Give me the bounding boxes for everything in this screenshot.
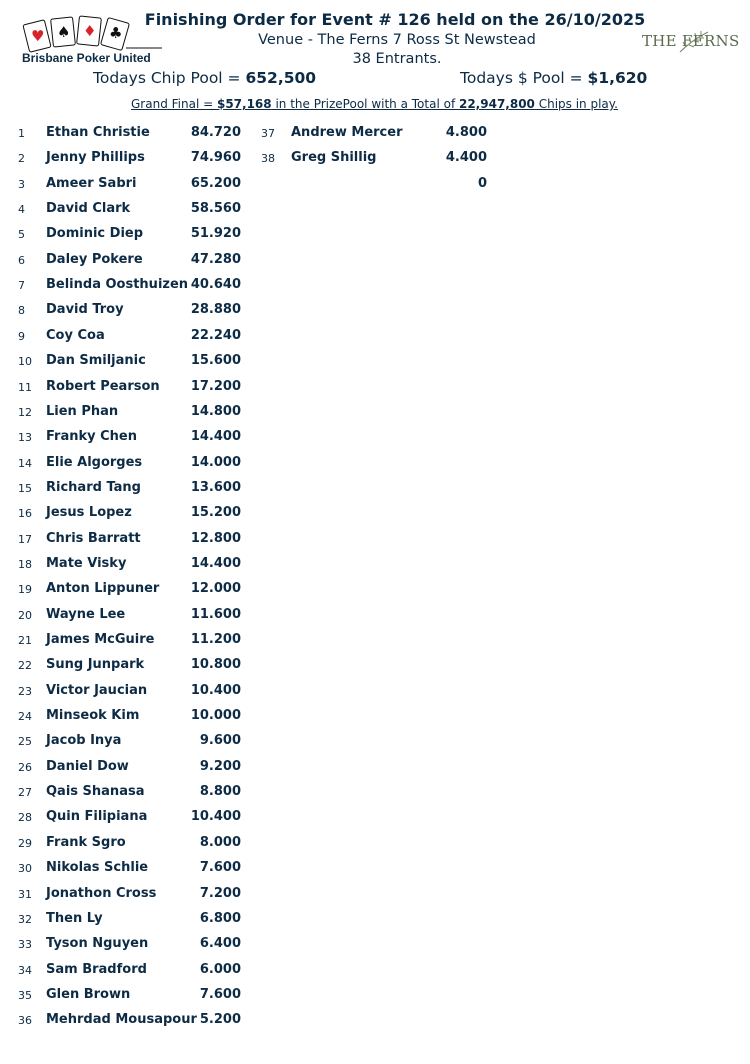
results-column-1 <box>18 125 258 1045</box>
result-row <box>18 581 258 603</box>
player-rank: 3 <box>18 177 25 191</box>
result-row <box>18 683 258 705</box>
player-chips: 0 <box>477 175 487 191</box>
player-rank: 19 <box>18 583 32 597</box>
player-name: Ameer Sabri <box>46 175 137 191</box>
player-chips: 12.000 <box>190 581 241 597</box>
player-rank: 9 <box>18 329 25 343</box>
player-rank: 30 <box>18 862 32 876</box>
svg-text:♠: ♠ <box>57 23 71 41</box>
player-name: Qais Shanasa <box>46 784 145 800</box>
player-name: David Troy <box>46 302 124 318</box>
ferns-logo-text: THE FERNS <box>642 32 740 50</box>
player-rank: 8 <box>18 304 25 318</box>
result-row <box>18 252 258 274</box>
player-rank: 23 <box>18 684 32 698</box>
player-name: Franky Chen <box>46 429 137 445</box>
player-rank: 1 <box>18 127 25 140</box>
player-name: Jenny Phillips <box>46 150 145 166</box>
svg-text:♥: ♥ <box>31 27 45 45</box>
player-name: James McGuire <box>46 632 155 647</box>
result-row <box>18 480 258 502</box>
player-chips: 40.640 <box>190 277 241 293</box>
player-chips: 13.600 <box>190 479 241 495</box>
player-name: Jonathon Cross <box>46 885 157 901</box>
player-name: Then Ly <box>46 910 103 926</box>
player-name: Lien Phan <box>46 403 119 419</box>
entrants-count: 38 Entrants. <box>352 51 442 67</box>
player-rank: 14 <box>18 456 32 470</box>
result-row <box>18 379 258 401</box>
player-rank: 34 <box>18 963 32 977</box>
result-row <box>18 733 258 755</box>
player-chips: 4.800 <box>445 125 487 140</box>
player-chips: 5.200 <box>199 1012 241 1028</box>
player-name: Belinda Oosthuizen <box>46 277 189 293</box>
player-rank: 13 <box>18 431 32 445</box>
grand-final-middle: in the PrizePool with a Total of <box>271 97 459 111</box>
player-rank: 22 <box>18 659 32 673</box>
grand-final-line <box>131 97 618 111</box>
player-chips: 9.600 <box>199 733 241 749</box>
player-chips: 14.400 <box>190 555 241 571</box>
player-name: Andrew Mercer <box>291 125 403 140</box>
logo-text: Brisbane Poker United <box>22 51 151 65</box>
player-name: Jacob Inya <box>46 733 122 749</box>
result-row <box>18 150 258 172</box>
player-chips: 6.800 <box>199 910 241 926</box>
player-rank: 11 <box>18 380 32 394</box>
svg-text:♦: ♦ <box>83 22 97 40</box>
result-row <box>18 556 258 578</box>
grand-final-prize: $57,168 <box>216 97 272 111</box>
chip-pool-label: Todays Chip Pool = <box>93 69 246 87</box>
dollar-pool-label: Todays $ Pool = <box>460 69 588 87</box>
player-rank: 28 <box>18 811 32 825</box>
player-name: Mehrdad Mousapour <box>46 1012 197 1028</box>
player-rank: 33 <box>18 938 32 952</box>
player-chips: 74.960 <box>190 150 241 166</box>
player-chips: 7.200 <box>199 885 241 901</box>
player-name: Glen Brown <box>46 986 131 1002</box>
player-rank: 16 <box>18 507 32 521</box>
grand-final-suffix: Chips in play. <box>534 97 618 111</box>
player-rank: 31 <box>18 887 32 901</box>
player-chips: 8.000 <box>199 834 241 850</box>
result-row <box>18 784 258 806</box>
player-name: Sam Bradford <box>46 961 147 977</box>
player-chips: 8.800 <box>199 784 241 800</box>
result-row <box>18 277 258 299</box>
player-chips: 11.200 <box>190 632 241 647</box>
result-row <box>261 125 501 147</box>
svg-text:♣: ♣ <box>109 24 123 42</box>
player-chips: 9.200 <box>199 758 241 774</box>
dollar-pool <box>460 69 647 87</box>
player-rank: 12 <box>18 405 32 419</box>
result-row <box>18 708 258 730</box>
result-row <box>18 759 258 781</box>
player-chips: 58.560 <box>190 201 241 217</box>
player-rank: 18 <box>18 557 32 571</box>
player-name: Richard Tang <box>46 479 141 495</box>
result-row <box>18 505 258 527</box>
player-rank: 36 <box>18 1014 32 1028</box>
player-chips: 7.600 <box>199 860 241 876</box>
player-name: Daniel Dow <box>46 758 129 774</box>
player-rank: 17 <box>18 532 32 546</box>
result-row <box>18 936 258 958</box>
result-row <box>261 176 501 198</box>
player-name: Jesus Lopez <box>46 505 132 521</box>
player-chips: 14.000 <box>190 454 241 470</box>
player-rank: 20 <box>18 608 32 622</box>
result-row <box>18 987 258 1009</box>
result-row <box>18 962 258 984</box>
player-rank: 24 <box>18 710 32 724</box>
player-name: Anton Lippuner <box>46 581 160 597</box>
player-rank: 10 <box>18 355 32 369</box>
result-row <box>18 911 258 933</box>
result-row <box>18 429 258 451</box>
player-name: Daley Pokere <box>46 251 143 267</box>
player-name: Nikolas Schlie <box>46 860 149 876</box>
player-chips: 47.280 <box>190 251 241 267</box>
player-rank: 15 <box>18 481 32 495</box>
player-chips: 6.400 <box>199 936 241 952</box>
result-row <box>18 835 258 857</box>
result-row <box>18 226 258 248</box>
player-chips: 10.400 <box>190 682 241 698</box>
result-row <box>18 201 258 223</box>
player-name: Dominic Diep <box>46 226 144 242</box>
result-row <box>18 607 258 629</box>
player-name: Mate Visky <box>46 555 127 571</box>
result-row <box>261 150 501 172</box>
result-row <box>18 886 258 908</box>
grand-final-prefix: Grand Final = <box>131 97 217 111</box>
player-rank: 2 <box>18 152 25 166</box>
result-row <box>18 1012 258 1034</box>
player-name: David Clark <box>46 201 131 217</box>
player-name: Elie Algorges <box>46 454 143 470</box>
player-name: Wayne Lee <box>46 606 126 622</box>
player-chips: 10.400 <box>190 809 241 825</box>
player-name: Sung Junpark <box>46 657 145 673</box>
dollar-pool-value: $1,620 <box>587 69 648 87</box>
player-chips: 65.200 <box>190 175 241 191</box>
player-rank: 38 <box>261 152 275 166</box>
player-rank: 27 <box>18 786 32 800</box>
player-rank: 6 <box>18 253 25 267</box>
player-name: Minseok Kim <box>46 708 140 724</box>
result-row <box>18 125 258 147</box>
player-chips: 22.240 <box>190 327 241 343</box>
result-row <box>18 657 258 679</box>
player-rank: 26 <box>18 760 32 774</box>
result-row <box>18 531 258 553</box>
player-chips: 14.800 <box>190 403 241 419</box>
player-chips: 7.600 <box>199 986 241 1002</box>
player-rank: 25 <box>18 735 32 749</box>
player-rank: 7 <box>18 279 25 293</box>
player-rank: 5 <box>18 228 25 242</box>
player-chips: 15.600 <box>190 353 241 369</box>
player-name: Ethan Christie <box>46 125 150 140</box>
player-chips: 11.600 <box>190 606 241 622</box>
player-chips: 28.880 <box>190 302 241 318</box>
result-row <box>18 176 258 198</box>
player-name: Chris Barratt <box>46 530 141 546</box>
player-name: Tyson Nguyen <box>46 936 149 952</box>
chip-pool <box>93 69 316 87</box>
results-column-2 <box>261 125 501 205</box>
player-name: Victor Jaucian <box>46 682 148 698</box>
player-name: Dan Smiljanic <box>46 353 146 369</box>
player-chips: 17.200 <box>190 378 241 394</box>
player-rank: 29 <box>18 836 32 850</box>
player-name: Robert Pearson <box>46 378 160 394</box>
player-chips: 10.800 <box>190 657 241 673</box>
player-name: Coy Coa <box>46 327 105 343</box>
player-name: Greg Shillig <box>291 150 377 166</box>
player-rank: 37 <box>261 127 275 140</box>
result-row <box>18 455 258 477</box>
venue-line: Venue - The Ferns 7 Ross St Newstead <box>258 32 536 48</box>
page-title: Finishing Order for Event # 126 held on the 26/10/2025 <box>144 10 646 29</box>
player-chips: 4.400 <box>445 150 487 166</box>
player-chips: 12.800 <box>190 530 241 546</box>
player-chips: 10.000 <box>190 708 241 724</box>
player-rank: 35 <box>18 988 32 1002</box>
player-rank: 21 <box>18 634 32 647</box>
result-row <box>18 302 258 324</box>
result-row <box>18 809 258 831</box>
result-row <box>18 328 258 350</box>
result-row <box>18 860 258 882</box>
result-row <box>18 404 258 426</box>
player-chips: 51.920 <box>190 226 241 242</box>
chip-pool-value: 652,500 <box>245 69 317 87</box>
result-row <box>18 353 258 375</box>
player-chips: 15.200 <box>190 505 241 521</box>
player-rank: 4 <box>18 203 25 217</box>
player-chips: 6.000 <box>199 961 241 977</box>
player-chips: 84.720 <box>190 125 241 140</box>
player-chips: 14.400 <box>190 429 241 445</box>
result-row <box>18 632 258 654</box>
player-name: Frank Sgro <box>46 834 126 850</box>
grand-final-chips: 22,947,800 <box>458 97 535 111</box>
player-rank: 32 <box>18 912 32 926</box>
player-name: Quin Filipiana <box>46 809 148 825</box>
